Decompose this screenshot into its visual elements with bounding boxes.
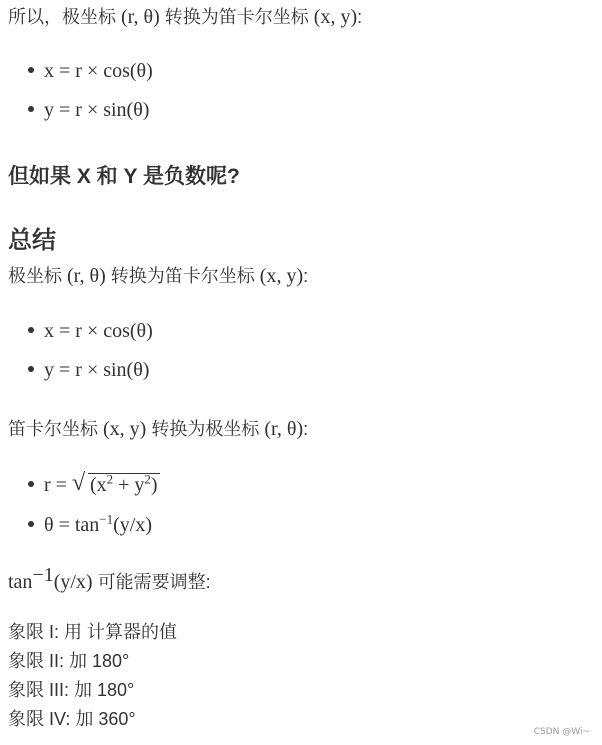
- radical-icon: √: [71, 470, 86, 496]
- summary-intro-prefix: 极坐标: [8, 266, 68, 286]
- quadrant-line-1: 象限 I: 用 计算器的值: [8, 622, 178, 642]
- summary-intro-suffix: :: [303, 266, 309, 286]
- summary-heading: 总结: [8, 227, 56, 254]
- formula-y: y = r × sin(θ): [44, 359, 150, 381]
- polar-notation: (r, θ): [121, 6, 160, 28]
- exponent: −1: [32, 564, 54, 586]
- exponent: 2: [106, 471, 114, 487]
- quadrant-line-4: 象限 IV: 加 360°: [8, 709, 136, 729]
- exponent: −1: [99, 511, 114, 527]
- bullet-icon: [28, 481, 34, 487]
- radicand-part: ): [150, 474, 158, 496]
- quadrant-line-3: 象限 III: 加 180°: [8, 680, 135, 700]
- bullet-icon: [28, 67, 34, 73]
- bullet-icon: [28, 106, 34, 112]
- radicand: [88, 473, 160, 496]
- reverse-intro-suffix: :: [303, 419, 309, 439]
- cartesian-notation: (x, y): [313, 6, 358, 28]
- reverse-intro-line: [8, 416, 308, 442]
- tan-argument: (y/x): [53, 571, 93, 593]
- tan-note-line: [8, 564, 211, 595]
- bullet-icon: [28, 327, 34, 333]
- intro-prefix: 所以，极坐标: [8, 7, 122, 27]
- tan-function: tan: [8, 571, 33, 593]
- summary-intro-mid: 转换为笛卡尔坐标: [105, 266, 260, 286]
- quadrant-line-2: 象限 II: 加 180°: [8, 651, 130, 671]
- cartesian-notation: (x, y): [103, 418, 147, 440]
- list-item: [28, 357, 149, 383]
- formula-r-lhs: r =: [44, 474, 72, 496]
- formula-y: y = r × sin(θ): [44, 99, 150, 121]
- list-item: [28, 58, 153, 84]
- list-item: [28, 97, 149, 123]
- bullet-icon: [28, 521, 34, 527]
- bullet-icon: [28, 366, 34, 372]
- formula-theta-rhs: (y/x): [113, 514, 153, 536]
- formula-x: x = r × cos(θ): [44, 320, 153, 342]
- watermark: CSDN @Wi~: [533, 727, 590, 737]
- square-root: [72, 472, 160, 498]
- formula-theta-lhs: θ = tan: [44, 514, 100, 536]
- list-item: [28, 512, 152, 538]
- intro-line: [8, 4, 362, 30]
- polar-notation: (r, θ): [67, 265, 106, 287]
- reverse-intro-mid: 转换为极坐标: [146, 419, 265, 439]
- polar-notation: (r, θ): [264, 418, 304, 440]
- list-item: [28, 472, 160, 498]
- exponent: 2: [144, 471, 151, 487]
- radicand-part: + y: [113, 474, 145, 496]
- tan-note-text: 可能需要调整:: [92, 572, 211, 592]
- summary-intro-line: [8, 263, 308, 289]
- reverse-intro-prefix: 笛卡尔坐标: [8, 419, 104, 439]
- radicand-part: (x: [89, 474, 107, 496]
- list-item: [28, 318, 153, 344]
- question-heading: 但如果 X 和 Y 是负数呢?: [8, 165, 240, 188]
- cartesian-notation: (x, y): [259, 265, 304, 287]
- intro-mid: 转换为笛卡尔坐标: [159, 7, 314, 27]
- formula-x: x = r × cos(θ): [44, 60, 153, 82]
- intro-suffix: :: [357, 7, 363, 27]
